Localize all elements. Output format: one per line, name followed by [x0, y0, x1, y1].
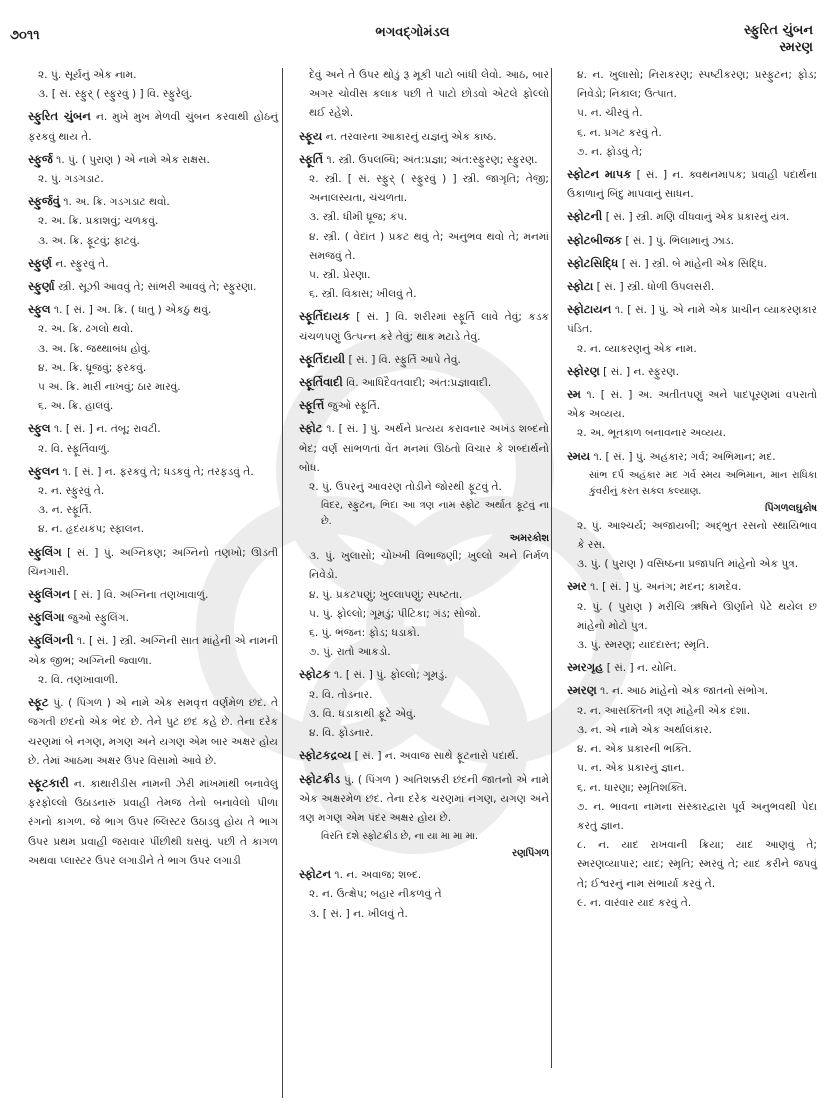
entry-sense: ૪. સ્ત્રી. ( વેદાંત ) પ્રકટ થવું તે; અનુભવ થવો તે; મનમાં સમજવું તે.	[309, 230, 549, 262]
dictionary-entry	[28, 543, 278, 582]
page-number: ૭૦૧૧	[10, 28, 40, 43]
entry-headword: સ્ફુલિંગની	[28, 633, 74, 648]
entry-headword: સ્ફૂર્ત્તિ	[299, 398, 325, 413]
dictionary-entry	[299, 746, 549, 766]
entry-definition: [ સં. ] સ્ત્રી. બે માંહેની એક સિદ્ધિ.	[621, 257, 768, 270]
dictionary-entry	[299, 66, 549, 124]
entry-definition: ૧. [ સં. ] ન. ફરકવું તે; ધડકવું તે; તરફડવું તે.	[62, 465, 254, 478]
entry-sense: ૪. ન. હૃદયકંપ; સ્ફાલન.	[38, 523, 145, 536]
entry-headword: સ્ફુલિંગ	[28, 544, 62, 559]
entry-headword: સ્ફુલ	[28, 302, 51, 317]
entry-sense: ૫. ન. એક પ્રકારનું જ્ઞાન.	[577, 762, 685, 775]
entry-sense: ૫. સ્ત્રી. પ્રેરણા.	[309, 269, 371, 282]
quotation-source: અમરકોશ	[509, 533, 549, 545]
entry-definition: ૧. ન. આઠ માંહેનો એક જાતનો સંભોગ.	[600, 685, 769, 698]
entry-sense: ૨. વિ. તણખાવાળી.	[38, 673, 119, 686]
entry-definition: ૧. [ સં. ] પું. અનંગ; મદન; કામદેવ.	[590, 581, 742, 594]
column-divider	[551, 68, 552, 1068]
entry-headword: સ્ફુર્ણ	[28, 255, 52, 270]
entry-sense: ૩. [ સં. ] ન. ખીલવું તે.	[309, 907, 408, 920]
entry-sense: ૫. ન. ચીરવું તે.	[577, 107, 643, 120]
entry-headword: સ્મરગૃહ	[567, 660, 604, 675]
entry-sense: ૮. ન. યાદ રાખવાની ક્રિયા; યાદ આણવું તે; સ્મરણવ્યાપાર; યાદ; સ્મૃતિ; સ્મરવું તે; યાદ કરીને જપવું તે; ઈશ્વરનું નામ સંભાર્યા કરવું તે.	[577, 839, 817, 890]
column-divider	[282, 68, 283, 1098]
entry-definition: ૧. પું. ( પુરાણ ) એ નામે એક રાક્ષસ.	[56, 153, 210, 166]
dictionary-entry	[299, 307, 549, 346]
dictionary-entry	[567, 231, 817, 251]
dictionary-entry	[28, 254, 278, 274]
dictionary-entry	[28, 300, 278, 416]
entry-sense: દેવું અને તે ઉપર થોડું રૂ મૂકી પાટો બાંધી લેવો. આઠ, બાર અગર ચોવીસ કલાક પછી તે પાટો છોડવો એટલે ફોલ્લો થઈ રહેશે.	[309, 69, 549, 120]
entry-sense: ૨. વિ. સ્ફૂર્તિવાળું.	[38, 442, 110, 455]
entry-sense: ૪. અ. ક્રિ. ધ્રૂજવું; ફરકવું.	[38, 361, 147, 374]
entry-headword: સ્ફોટકદ્રવ્ય	[299, 748, 352, 763]
entry-sense: ૩. ન. સ્ફૂર્તિ.	[38, 504, 93, 517]
entry-headword: સ્ફોટક	[299, 667, 331, 682]
entry-headword: સ્ફોરણ	[567, 363, 600, 378]
quotation-source: પિંગળલઘુકોષ	[764, 502, 817, 514]
entry-sense: ૨. પું. ગડગડાટ.	[38, 173, 104, 186]
dictionary-entry	[28, 693, 278, 771]
entry-definition: ૧. સ્ત્રી. ઉપલબ્ધિ; અંત:પ્રજ્ઞા; અંત:સ્ફુરણ; સ્ફુરણ.	[326, 153, 538, 166]
dictionary-entry	[299, 419, 549, 662]
dictionary-entry	[28, 150, 278, 189]
entry-definition: ૧. [ સં. ] પું. અર્થને પ્રત્યય કરાવનાર અખંડ શબ્દનો ભેદ; વર્ણ સાંભળતાં વેંત મનમાં ઊઠતો વિચાર કે શબ્દાર્થનો બોધ.	[299, 423, 549, 474]
dictionary-entry	[299, 150, 549, 305]
dictionary-entry	[567, 277, 817, 297]
dictionary-entry	[567, 66, 817, 162]
entry-headword: સ્ફુલિંગન	[28, 587, 71, 602]
entry-definition: ૧. [ સં. ] પું. અહંકાર; ગર્વ; અભિમાન; મદ.	[593, 450, 776, 463]
entry-sense: ૪. ન. એક પ્રકારની ભક્તિ.	[577, 743, 692, 756]
entry-definition: પું. ( પિંગળ ) એ નામે એક સમવૃત્ત વર્ણમેળ છંદ. તે જગતી છંદનો એક ભેદ છે. તેને પુટ છંદ કહે છે. તેના દરેક ચરણમાં બે નગણ, મગણ અને યગણ એમ બાર અક્ષર હોય છે. તેમાં આઠમા અક્ષર ઉપર વિસામો આવે છે.	[28, 697, 278, 767]
entry-definition: ૧. [ સં. ] સ્ત્રી. અગ્નિની સાત માંહેની એ નામની એક જીભ; અગ્નિની જ્વાળા.	[28, 635, 278, 667]
quotation-source: રણપિંગળ	[512, 848, 549, 860]
entry-sense: ૪. પું. પ્રકટપણું; ખુલ્લાપણું; સ્પષ્ટતા.	[309, 588, 463, 601]
entry-sense: ૩. પું. ખુલાસો; ચોખ્ખી વિભાજણી; ખુલ્લો અને નિર્મળ નિવેડો.	[309, 550, 549, 582]
guide-words	[744, 22, 813, 56]
entry-headword: સ્ફોટન માપક	[567, 167, 632, 182]
entry-headword: સ્ફુલન	[28, 463, 60, 478]
entry-sense: ૨. અ. ક્રિ. ઢગલો થવો.	[38, 323, 134, 336]
entry-sense: ૬. અ. ક્રિ. હાલવું.	[38, 400, 114, 413]
dictionary-entry	[28, 192, 278, 251]
entry-headword: સ્ફૂર્તિદાયી	[299, 351, 346, 366]
dictionary-entry	[28, 462, 278, 540]
dictionary-entry	[567, 681, 817, 912]
dictionary-entry	[299, 396, 549, 416]
dictionary-entry	[567, 254, 817, 274]
entry-sense: ૭. પું. રાતો આકડો.	[309, 646, 391, 659]
dictionary-entry	[28, 585, 278, 605]
entry-headword: સ્ફોટની	[567, 209, 603, 224]
entry-headword: સ્ફોટાયન	[567, 302, 612, 317]
entry-sense: ૬. ન. પ્રગટ કરવું તે.	[577, 126, 662, 139]
entry-headword: સ્ફુર્જ	[28, 151, 53, 166]
entry-sense: ૩. ન. એ નામે એક અર્થાલંકાર.	[577, 723, 713, 736]
entry-definition: ૧. [ સં. ] ન. તંબૂ; રાવટી.	[53, 423, 161, 436]
dictionary-entry	[567, 362, 817, 382]
entry-headword: સ્ફોટ	[299, 421, 323, 436]
entry-headword: સ્ફૂય	[299, 128, 323, 143]
entry-sense: ૯. ન. વારંવાર યાદ કરવું તે.	[577, 896, 692, 909]
entry-headword: સ્ફોટા	[567, 279, 594, 294]
entry-sense: ૫ અ. ક્રિ. મારી નાખવું; ઠાર મારવું.	[38, 381, 181, 394]
entry-headword: સ્મરણ	[567, 683, 597, 698]
entry-headword: સ્ફુલિંગા	[28, 610, 65, 625]
entry-sense: ૨. પું. આશ્ચર્ય; અજાયબી; અદ્ભુત રસનો સ્થાયિભાવ કે રસ.	[577, 519, 817, 552]
entry-sense: ૩. પું. ( પુરાણ ) વસિષ્ઠના પ્રજાપતિ માંહેનો એક પુત્ર.	[577, 558, 799, 571]
dictionary-entry	[299, 865, 549, 924]
entry-definition: ૧. [ સં. ] પું. ફોલ્લો; ગૂમડું.	[333, 669, 448, 682]
entry-sense: ૨. અ. ક્રિ. પ્રકાશવું; ચળકવું.	[38, 215, 159, 228]
entry-sense: ૨. ન. સ્ફુરવું તે.	[38, 485, 105, 498]
entry-headword: સ્ફોટન	[299, 867, 332, 882]
entry-sense: ૭. ન. ફોડવું તે;	[577, 145, 643, 158]
entry-definition: [ સં. ] વિ. અગ્નિના તણખાવાળું.	[73, 589, 209, 602]
entry-definition: [ સં. ] ન. ક્વથનમાપક; પ્રવાહી પદાર્થના ઉકાળાનું બિંદુ માપવાનું સાધન.	[567, 169, 818, 201]
dictionary-entry	[28, 631, 278, 690]
entry-definition: પું. ( પિંગળ ) અતિશક્કરી છંદની જાતનો એ નામે એક અક્ષરમેળ છંદ. તેના દરેક ચરણમાં નગણ, યગણ અને ત્રણ મગણ એમ પંદર અક્ષર હોય છે.	[299, 773, 549, 824]
entry-sense: ૨. પું. સૂર્યનું એક નામ.	[38, 69, 137, 81]
entry-headword: સ્મર	[567, 579, 587, 594]
entry-sense: ૪. વિ. ફોડનાર.	[309, 727, 374, 740]
entry-headword: સ્મય	[567, 448, 591, 463]
entry-sense: ૨. ન. વ્યાકરણનું એક નામ.	[577, 342, 697, 355]
guide-word-first: સ્ફુરિત ચુંબન	[743, 23, 813, 38]
entry-definition: ૧. [ સં. ] પું. એ નામે એક પ્રાચીન વ્યાકરણકાર પંડિત.	[567, 304, 817, 336]
entry-sense: ૨. ન. આસક્તિની ત્રણ માંહેની એક દશા.	[577, 704, 751, 717]
entry-sense: ૫. પું. ફોલ્લો; ગૂમડું; પીટિકા; ગંડ; સોજો.	[309, 607, 481, 620]
entry-definition: [ સં. ] ન. અવાજ સાથે ફૂટનારો પદાર્થ.	[354, 750, 519, 763]
dictionary-column-1	[28, 66, 278, 874]
entry-definition: [ સં. ] પું. અગ્નિકણ; અગ્નિનો તણખો; ઊડતી ચિનગારી.	[28, 546, 278, 578]
entry-headword: સ્ફુર્ણા	[28, 279, 55, 294]
entry-sense: ૩. અ. ક્રિ. જથ્થાબંધ હોવું.	[38, 342, 151, 355]
entry-headword: સ્ફુલ	[28, 421, 51, 436]
entry-definition: ૧. ન. અવાજ; શબ્દ.	[334, 869, 422, 882]
entry-sense: ૨. વિ. તોડનાર.	[309, 688, 373, 701]
entry-headword: સ્ફૂટ	[28, 695, 49, 710]
page-header	[0, 0, 825, 60]
entry-definition: ન. કાથારીડીસ નામની ઝેરી માંખમાંથી બનાવેલું ફરફોલ્લો ઉઠાડનારું પ્રવાહી તેમજ તેનો બનાવેલો પીળા રંગનો કાગળ. જે ભાગ ઉપર બ્લિસ્ટર ઉઠાડવું હોય તે ભાગ ઉપર પ્રથમ પ્રવાહી જરાવાર પીંછીથી ઘસવું. પછી તે કાગળ અથવા પ્લાસ્ટર ઉપર લગાડીને તે ભાગ ઉપર લગાડી	[28, 777, 278, 867]
dictionary-entry	[28, 277, 278, 297]
entry-definition: ૧. [ સં. ] અ. અતીતપણું અને પાદપૂરણમાં વપરાતો એક અવ્યય.	[567, 389, 817, 421]
dictionary-entry	[28, 419, 278, 458]
dictionary-entry	[28, 66, 278, 104]
entry-definition: [ સં. ] સ્ત્રી. મણિ વીંધવાનું એક પ્રકારનું યંત્ર.	[605, 211, 790, 224]
guide-word-last: સ્મરણ	[779, 40, 813, 55]
entry-definition: સ્ત્રી. સૂઝી આવવું તે; સાંભરી આવવું તે; સ્ફુરણા.	[58, 281, 257, 294]
entry-definition: [ સં. ] ન. યોનિ.	[606, 662, 677, 675]
entry-headword: સ્મ	[567, 387, 581, 402]
dictionary-column-2	[299, 66, 549, 927]
dictionary-entry	[567, 658, 817, 678]
entry-sense: ૩. વિ. ધડાકાથી ફૂટે એવું.	[309, 707, 417, 720]
entry-headword: સ્ફુરિત ચુંબન	[28, 109, 91, 124]
entry-sense: ૩. સ્ત્રી. ધીમી ધ્રૂજ; કંપ.	[309, 211, 408, 224]
entry-headword: સ્ફોટક્રીડ	[299, 771, 341, 786]
entry-headword: સ્ફૂર્તિ	[299, 151, 324, 166]
entry-sense: ૨. પું. ઉપરનું આવરણ તોડીને જોરથી ફૂટવું તે.	[309, 481, 502, 494]
entry-definition: જુઓ સ્ફુલિંગ.	[67, 612, 129, 625]
entry-definition: ૧. અ. ક્રિ. ગડગડાટ થવો.	[63, 196, 170, 209]
entry-definition: ૧. [ સં. ] અ. ક્રિ. ( ધાતુ ) એકઠું થવું.	[53, 304, 212, 317]
entry-quotation: વિરતિ દશે સ્ફોટક્રીડ છે, ના યા મા મા મા.	[321, 831, 479, 843]
entry-definition: [ સં. ] પું. ભિલામાનું ઝાડ.	[625, 234, 734, 247]
entry-sense: ૩. અ. ક્રિ. ફૂટવું; ફાટવું.	[38, 234, 140, 247]
entry-sense: ૨. ન. ઉત્ક્ષેપ; બહાર નીકળવું તે	[309, 888, 442, 901]
dictionary-entry	[567, 165, 817, 204]
entry-headword: સ્ફૂર્તિદાયક	[299, 309, 350, 324]
entry-sense: ૬. સ્ત્રી. વિકાસ; ખીલવું તે.	[309, 288, 417, 301]
book-title: ભગવદ્ગોમંડલ	[375, 25, 450, 40]
entry-headword: સ્ફોટસિદ્ધિ	[567, 255, 619, 270]
entry-quotation: વિદર, સ્ફુટન, ભિદા આ ત્રણ નામ સ્ફોટ અર્થાત ફૂટવું ના છે.	[321, 500, 549, 528]
dictionary-entry	[28, 774, 278, 871]
dictionary-entry	[28, 608, 278, 628]
entry-sense: ૪. ન. ખુલાસો; નિરાકરણ; સ્પષ્ટીકરણ; પ્રસ્ફુટન; ફોડ; નિવેડો; નિકાલ; ઉત્પાત.	[577, 69, 817, 101]
entry-definition: વિ. આધિદૈવતવાદી; અંત:પ્રજ્ઞાવાદી.	[346, 377, 492, 390]
entry-definition: જુઓ સ્ફૂર્તિ.	[327, 400, 381, 413]
entry-definition: [ સં. ] વિ. સ્ફુર્તિ આપે તેવું.	[348, 353, 461, 366]
dictionary-entry	[299, 373, 549, 393]
dictionary-entry	[299, 350, 549, 370]
dictionary-column-3	[567, 66, 817, 916]
dictionary-entry	[299, 770, 549, 863]
dictionary-entry	[28, 107, 278, 146]
entry-headword: સ્ફૂટકારી	[28, 775, 69, 790]
entry-headword: સ્ફૂર્તિવાદી	[299, 375, 343, 390]
entry-definition: [ સં. ] સ્ત્રી. ધોળી ઉપલસરી.	[596, 281, 715, 294]
entry-quotation: સાંભ દર્પ અહંકાર મદ ગર્વ સ્મય અભિમાન, માન રાધિકા કુંવરીનું કરત સકલ કલ્યાણ.	[589, 469, 817, 497]
entry-definition: [ સં. ] વિ. શરીરમાં સ્ફૂર્તિ લાવે તેવું; કડક ચંચળપણું ઉત્પન્ન કરે તેવું; થાક મટાડે તેવું.	[299, 311, 549, 343]
entry-sense: ૬. ન. ધારણા; સ્મૃતિશક્તિ.	[577, 781, 688, 794]
entry-headword: સ્ફુર્જવું	[28, 194, 60, 209]
dictionary-entry	[567, 385, 817, 444]
dictionary-entry	[567, 577, 817, 655]
entry-definition: ન. તરવારના આકારનું યજ્ઞનું એક કાષ્ઠ.	[325, 130, 497, 143]
entry-sense: ૨. અ. ભૂતકાળ બનાવનાર અવ્યય.	[577, 427, 726, 440]
entry-sense: ૬. પું. ભંજન: ફોડ; ધડાકો.	[309, 627, 420, 640]
dictionary-entry	[299, 127, 549, 147]
entry-sense: ૩. પું. સ્મરણ; યાદદાસ્ત; સ્મૃતિ.	[577, 639, 710, 652]
entry-headword: સ્ફોટબીજક	[567, 232, 622, 247]
entry-definition: ન. સ્ફુરવું તે.	[55, 257, 109, 270]
dictionary-entry	[299, 665, 549, 743]
entry-definition: [ સં. ] ન. સ્ફુરણ.	[603, 365, 679, 378]
entry-sense: ૨. પું. ( પુરાણ ) મરીચિ ઋષિને ઊર્ણાને પેટે થયેલ છ માંહેનો મોટો પુત્ર.	[577, 600, 817, 632]
dictionary-entry	[567, 207, 817, 227]
entry-sense: ૩. [ સં. સ્ફુર્ ( સ્ફુરવું ) ] વિ. સ્ફુરેલું.	[38, 88, 193, 101]
dictionary-entry	[567, 300, 817, 359]
entry-sense: ૨. સ્ત્રી. [ સં. સ્ફુર્ ( સ્ફુરવું ) ] સ્ત્રી. જાગૃતિ; તેજી; અનાલસ્યતા, ચંચળતા.	[309, 173, 549, 205]
entry-definition: ન. મુખે મુખ મેળવી ચુંબન કરવાથી હોઠનું ફરકવું થાય તે.	[28, 111, 278, 143]
dictionary-entry	[567, 447, 817, 575]
entry-sense: ૭. ન. ભાવના નામના સંસ્કારદ્વારા પૂર્વ અનુભવથી પેદા કરતું જ્ઞાન.	[577, 800, 817, 832]
